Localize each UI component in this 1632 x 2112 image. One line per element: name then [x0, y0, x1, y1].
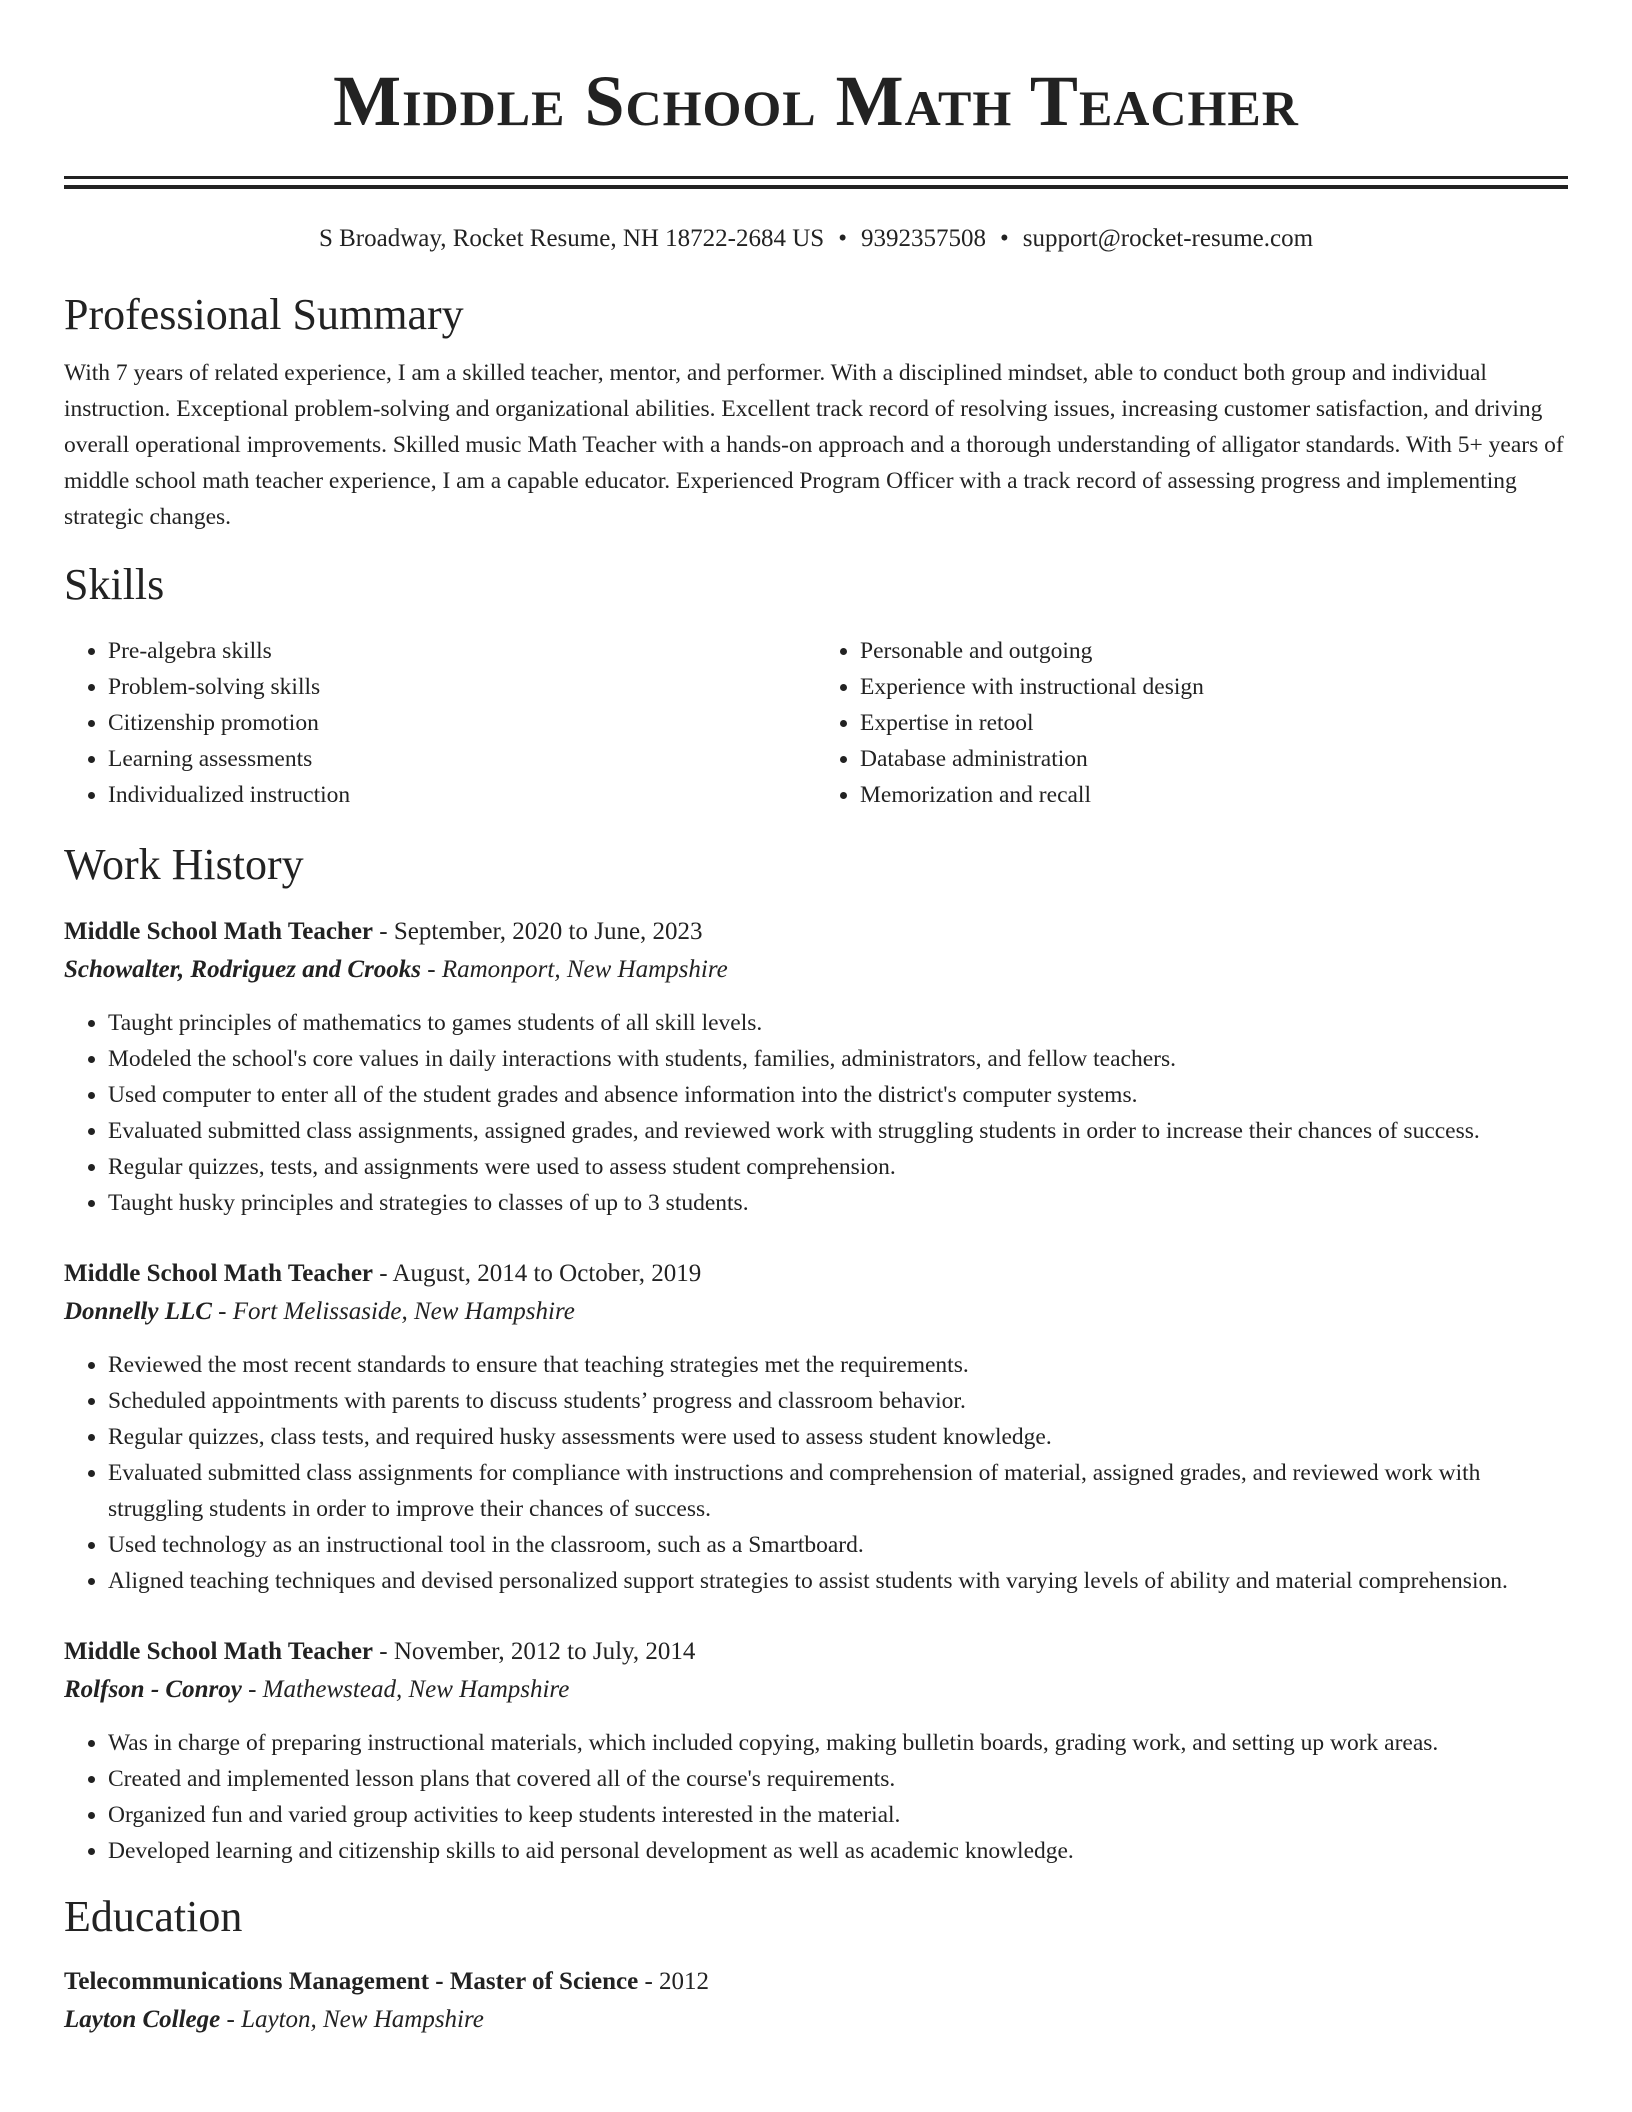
dash: - — [644, 1968, 653, 1995]
job-duty: • Used technology as an instructional tool in the classroom, such as a Smartboard. — [108, 1527, 1568, 1563]
job-duty: • Aligned teaching techniques and devised personalized support strategies to assist students with varying levels of ability and material comprehension. — [108, 1563, 1568, 1599]
job-duty: • Taught principles of mathematics to games students of all skill levels. — [108, 1005, 1568, 1041]
job-duty: • Evaluated submitted class assignments for compliance with instructions and comprehension of material, assigned grades, and reviewed work with struggling students in order to improve their chances of success. — [108, 1455, 1568, 1527]
job-duty: • Evaluated submitted class assignments, assigned grades, and reviewed work with struggling students in order to increase their chances of success. — [108, 1113, 1568, 1149]
school-name: Layton College — [64, 2006, 221, 2033]
job-duty: • Taught husky principles and strategies to classes of up to 3 students. — [108, 1185, 1568, 1221]
dash: - — [248, 1676, 257, 1703]
dash: - — [379, 1638, 388, 1665]
job-title-line — [64, 1633, 1568, 1671]
company-location: Fort Melissaside, New Hampshire — [232, 1298, 575, 1325]
job-duty: • Modeled the school's core values in daily interactions with students, families, administrators, and fellow teachers. — [108, 1041, 1568, 1077]
job-dates: August, 2014 to October, 2019 — [392, 1260, 702, 1287]
skill-item: • Expertise in retool — [860, 705, 1568, 741]
job-duty: • Regular quizzes, tests, and assignments were used to assess student comprehension. — [108, 1149, 1568, 1185]
degree-year: 2012 — [659, 1968, 710, 1995]
company-location: Ramonport, New Hampshire — [441, 956, 728, 983]
company-line — [64, 951, 1568, 989]
job-duty: • Was in charge of preparing instructional materials, which included copying, making bulletin boards, grading work, and setting up work areas. — [108, 1725, 1568, 1761]
skills-heading: Skills — [64, 560, 165, 609]
summary-text: With 7 years of related experience, I am a skilled teacher, mentor, and performer. With a disciplined mindset, able to conduct both group and individual instruction. Exceptional problem-solving and organizational abilities. Excellent track record of resolving issues, increasing customer satisfaction, and driving overall operational improvements. Skilled music Math Teacher with a hands-on approach and a thorough understanding of alligator standards. With 5+ years of middle school math teacher experience, I am a capable educator. Experienced Program Officer with a track record of assessing progress and implementing strategic changes. — [64, 360, 1564, 530]
contact-phone: 9392357508 — [860, 225, 986, 252]
education-heading: Education — [64, 1892, 243, 1941]
header-divider — [64, 176, 1568, 189]
company-line — [64, 1293, 1568, 1331]
degree-line — [64, 1963, 1568, 2001]
contact-separator: • — [838, 225, 847, 252]
resume-name: Middle School Math Teacher — [333, 61, 1299, 141]
job-title-line — [64, 1255, 1568, 1293]
job-dates: September, 2020 to June, 2023 — [393, 918, 703, 945]
job-duty: • Regular quizzes, class tests, and required husky assessments were used to assess student knowledge. — [108, 1419, 1568, 1455]
dash: - — [218, 1298, 227, 1325]
school-line — [64, 2001, 1568, 2039]
skills-column-left — [64, 633, 816, 813]
job-duties — [64, 1725, 1568, 1869]
job-entry — [64, 913, 1568, 1221]
company-name: Rolfson - Conroy — [64, 1676, 242, 1703]
contact-separator: • — [999, 225, 1009, 252]
job-duties — [64, 1347, 1568, 1599]
skill-item: • Database administration — [860, 741, 1568, 777]
degree-name: Telecommunications Management - Master of Science — [64, 1968, 639, 1995]
job-title-line — [64, 913, 1568, 951]
skill-item: • Experience with instructional design — [860, 669, 1568, 705]
skill-item: • Memorization and recall — [860, 777, 1568, 813]
job-duty: • Created and implemented lesson plans that covered all of the course's requirements. — [108, 1761, 1568, 1797]
job-title: Middle School Math Teacher — [64, 1260, 374, 1287]
skill-item: • Pre-algebra skills — [108, 633, 816, 669]
dash: - — [379, 1260, 388, 1287]
dash: - — [226, 2006, 235, 2033]
job-duty: • Organized fun and varied group activities to keep students interested in the material. — [108, 1797, 1568, 1833]
company-name: Donnelly LLC — [64, 1298, 212, 1325]
job-duty: • Developed learning and citizenship skills to aid personal development as well as academic knowledge. — [108, 1833, 1568, 1869]
education-entry — [64, 1963, 1568, 2039]
work-history-heading: Work History — [64, 840, 304, 889]
job-title: Middle School Math Teacher — [64, 918, 374, 945]
dash: - — [379, 918, 388, 945]
job-dates: November, 2012 to July, 2014 — [393, 1638, 696, 1665]
dash: - — [427, 956, 436, 983]
skill-item: • Individualized instruction — [108, 777, 816, 813]
skills-list — [64, 633, 1568, 813]
skill-item: • Citizenship promotion — [108, 705, 816, 741]
company-line — [64, 1671, 1568, 1709]
company-location: Mathewstead, New Hampshire — [262, 1676, 570, 1703]
contact-address: S Broadway, Rocket Resume, NH 18722-2684 US — [318, 225, 825, 252]
contact-email: support@rocket-resume.com — [1022, 225, 1314, 252]
skill-item: • Learning assessments — [108, 741, 816, 777]
job-duty: • Used computer to enter all of the student grades and absence information into the district's computer systems. — [108, 1077, 1568, 1113]
company-name: Schowalter, Rodriguez and Crooks — [64, 956, 422, 983]
school-location: Layton, New Hampshire — [241, 2006, 484, 2033]
job-duties — [64, 1005, 1568, 1221]
job-title: Middle School Math Teacher — [64, 1638, 374, 1665]
job-entry — [64, 1255, 1568, 1599]
skill-item: • Personable and outgoing — [860, 633, 1568, 669]
skill-item: • Problem-solving skills — [108, 669, 816, 705]
job-duty: • Scheduled appointments with parents to discuss students’ progress and classroom behavior. — [108, 1383, 1568, 1419]
summary-heading: Professional Summary — [64, 290, 464, 339]
skills-column-right — [816, 633, 1568, 813]
job-duty: • Reviewed the most recent standards to ensure that teaching strategies met the requirements. — [108, 1347, 1568, 1383]
job-entry — [64, 1633, 1568, 1869]
contact-line — [64, 223, 1568, 255]
